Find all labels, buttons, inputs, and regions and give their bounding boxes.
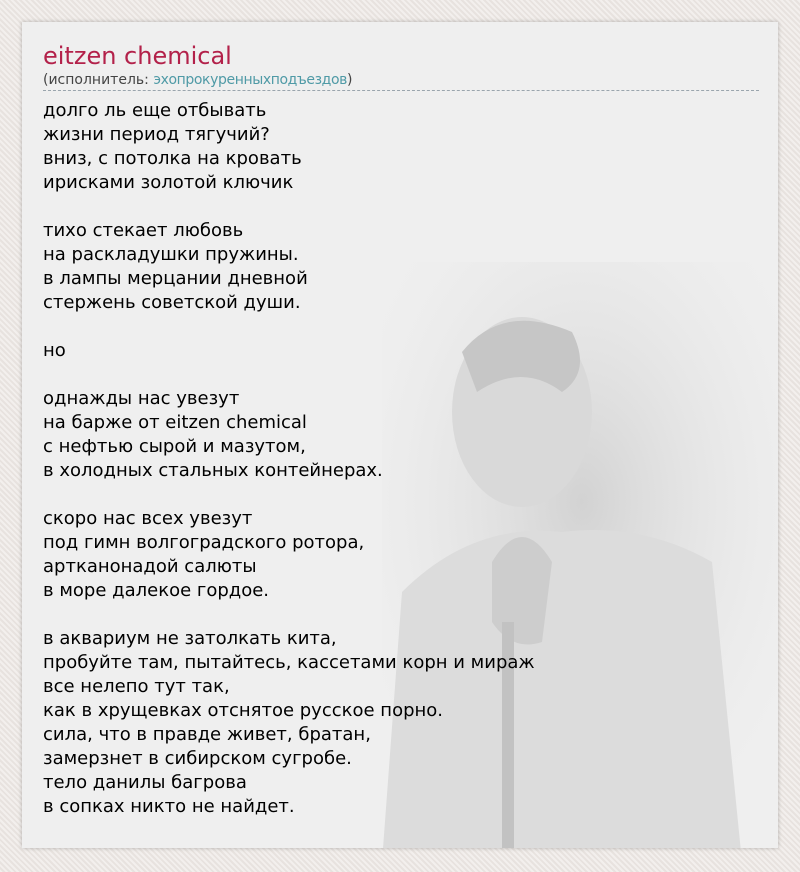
lyric-line: стержень советской души. — [43, 292, 301, 313]
lyric-line: в холодных стальных контейнерах. — [43, 460, 383, 481]
lyric-line: скоро нас всех увезут — [43, 508, 253, 529]
artist-line — [43, 71, 759, 91]
lyrics-card — [22, 22, 778, 848]
artist-link[interactable]: эхопрокуренныхподъездов — [153, 72, 347, 88]
lyric-line: под гимн волгоградского ротора, — [43, 532, 365, 553]
lyric-line: сила, что в правде живет, братан, — [43, 724, 371, 745]
lyric-line: на барже от eitzen chemical — [43, 412, 307, 433]
lyric-line: все нелепо тут так, — [43, 676, 230, 697]
song-title: eitzen chemical — [43, 42, 232, 70]
lyric-line — [43, 315, 759, 339]
lyric-line: вниз, с потолка на кровать — [43, 148, 302, 169]
artist-prefix: (исполнитель: — [43, 72, 154, 88]
lyrics — [43, 99, 759, 819]
lyric-line: в море далекое гордое. — [43, 580, 270, 601]
lyric-line: пробуйте там, пытайтесь, кассетами корн и мираж — [43, 652, 535, 673]
lyric-line: в аквариум не затолкать кита, — [43, 628, 337, 649]
lyric-line: однажды нас увезут — [43, 388, 240, 409]
lyric-line: как в хрущевках отснятое русское порно. — [43, 700, 444, 721]
artist-suffix: ) — [346, 72, 353, 88]
lyric-line: ирисками золотой ключик — [43, 172, 294, 193]
lyric-line — [43, 483, 759, 507]
lyric-line: долго ль еще отбывать — [43, 100, 267, 121]
lyric-line — [43, 363, 759, 387]
lyric-line: тело данилы багрова — [43, 772, 247, 793]
lyric-line: жизни период тягучий? — [43, 124, 270, 145]
lyric-line: артканонадой салюты — [43, 556, 257, 577]
lyric-line: с нефтью сырой и мазутом, — [43, 436, 306, 457]
lyric-line: тихо стекает любовь — [43, 220, 244, 241]
content — [43, 42, 759, 819]
lyric-line — [43, 603, 759, 627]
lyric-line: в лампы мерцании дневной — [43, 268, 308, 289]
lyric-line: но — [43, 340, 66, 361]
lyric-line — [43, 195, 759, 219]
lyric-line: в сопках никто не найдет. — [43, 796, 295, 817]
lyric-line: на раскладушки пружины. — [43, 244, 299, 265]
lyric-line: замерзнет в сибирском сугробе. — [43, 748, 352, 769]
